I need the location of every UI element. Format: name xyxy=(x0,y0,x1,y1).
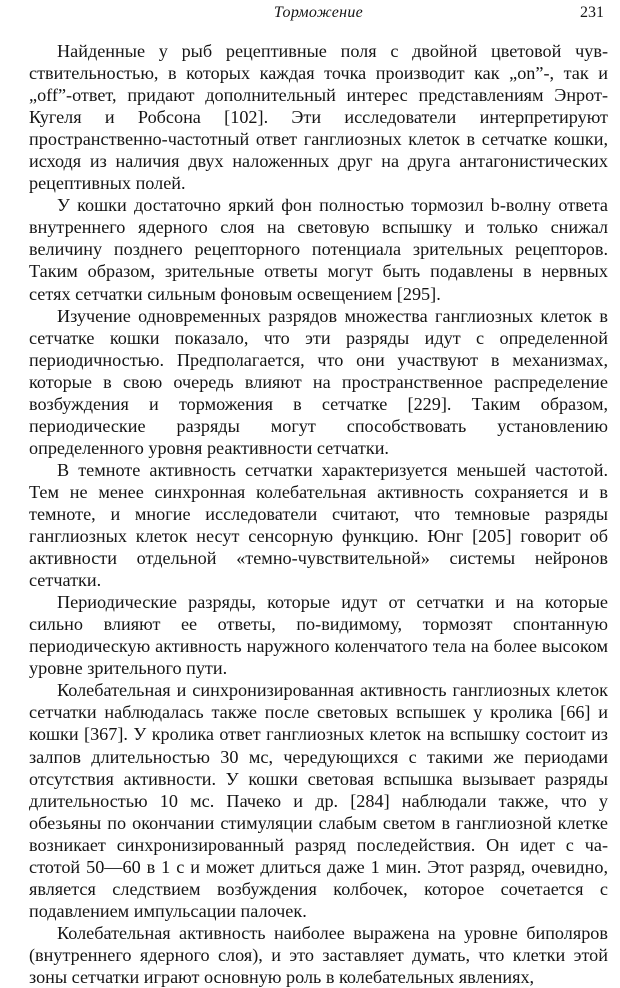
page-number: 231 xyxy=(580,4,604,21)
paragraph-2: У кошки достаточно яркий фон полностью тормозил b-волну ответа внутреннего ядерного слоя на световую вспышку и только снижал величину позднего рецепторного потенциала зрительных рецепторов. Таким образом, зрительные ответы могут быть подавлены в нервных сетях сетчатки сильным фоновым освещением [295]. xyxy=(29,195,608,304)
paragraph-1: Найденные у рыб рецептивные поля с двойной цветовой чувствительностью, в которых каждая точка производит как „on”-, так и „off”-ответ, придают дополнительный интерес представлениям Энрот-Кугеля и Робсона [102]. Эти исследователи интерпретируют пространственно-частотный ответ ганглиозных клеток в сетчатке кошки, исходя из наличия двух наложенных друг на друга антагонистических рецептивных полей. xyxy=(29,41,608,194)
body-text xyxy=(29,40,608,988)
paragraph-7: Колебательная активность наиболее выражена на уровне биполяров (внутреннего ядерного слоя), и это заставляет думать, что клетки этой зоны сетчатки играют основную роль в колебательных явлениях, xyxy=(29,922,608,987)
paragraph-5: Периодические разряды, которые идут от сетчатки и на которые сильно влияют ее ответы, по-видимому, тормозят спонтанную периодическую активность наружного коленчатого тела на более высоком уровне зрительного пути. xyxy=(29,592,608,679)
paragraph-4: В темноте активность сетчатки характеризуется меньшей частотой. Тем не менее синхронная колебательная активность сохраняется и в темноте, и многие исследователи считают, что темновые разряды ганглиозных клеток несут сенсорную функцию. Юнг [205] говорит об активности отдельной «темно-чувствительной» системы нейронов сетчатки. xyxy=(29,459,608,591)
running-title: Торможение xyxy=(273,4,364,21)
paragraph-3: Изучение одновременных разрядов множества ганглиозных клеток в сетчатке кошки показало, что эти разряды идут с определенной периодичностью. Предполагается, что они участвуют в механизмах, которые в свою очередь влияют на пространственное распределение возбуждения и торможения в сетчатке [229]. Таким образом, периодические разряды могут способствовать установлению определенного уровня реактивности сетчатки. xyxy=(29,305,608,458)
paragraph-6: Колебательная и синхронизированная активность ганглиозных клеток сетчатки наблюдалась также после световых вспышек у кролика [66] и кошки [367]. У кролика ответ ганглиозных клеток на вспышку состоит из залпов длительностью 30 мс, чередующихся с такими же периодами отсутствия активности. У кошки световая вспышка вызывает разряды длительностью 10 мс. Пачеко и др. [284] наблюдали также, что у обезьяны по окончании стимуляции слабым светом в ганглиозной клетке возникает синхронизированный разряд последействия. Он идет с частотой 50—60 в 1 с и может длиться даже 1 мин. Этот разряд, очевидно, является следствием возбуждения колбочек, которое сочетается с подавлением импульсации палочек. xyxy=(29,680,608,921)
page-header xyxy=(29,2,608,28)
